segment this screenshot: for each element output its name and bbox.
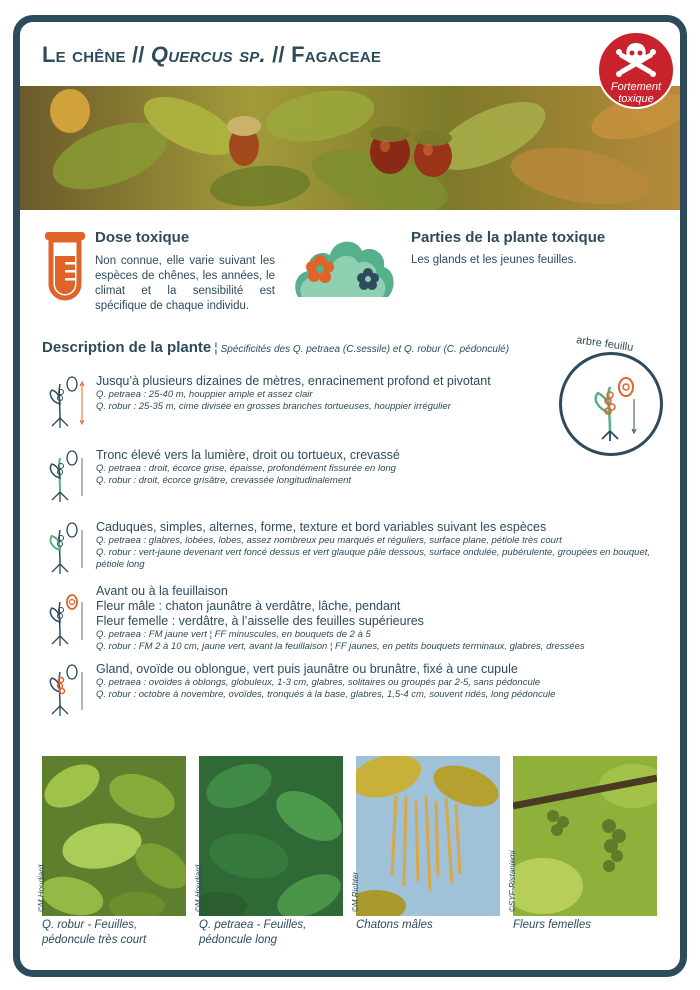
description-subtitle: Spécificités des Q. petraea (C.sessile) et Q. robur (C. pédonculé) [220, 344, 510, 355]
row-main-text: Gland, ovoïde ou oblongue, vert puis jaunâtre ou brunâtre, fixé à une cupule [96, 662, 518, 676]
title-latin: Quercus sp. [150, 42, 266, 67]
row-robur-text: Q. robur : FM 2 à 10 cm, jaune vert, avant la feuillaison ¦ FF jaunes, en petits bouquets terminaux, glabres, dressées [96, 641, 585, 652]
title-common: Le chêne [42, 42, 126, 67]
row-robur-text: Q. robur : octobre à novembre, ovoïdes, tronqués à la base, glabres, 1,5-4 cm, souvent ridés, long pédoncule [96, 689, 556, 700]
title-family: Fagaceae [291, 42, 382, 67]
description-row-fruit [42, 662, 672, 722]
description-separator: ¦ [214, 340, 218, 355]
photo-female-flowers [513, 756, 657, 916]
title-separator: // [265, 42, 292, 67]
row-petraea-text: Q. petraea : 25-40 m, houppier ample et assez clair [96, 389, 313, 400]
header [20, 22, 680, 86]
page-title [42, 42, 381, 68]
description-row-size [42, 374, 672, 434]
photo-caption: Q. petraea - Feuilles, pédoncule long [199, 919, 307, 946]
row-main-text: Avant ou à la feuillaison [96, 584, 228, 598]
photo-petraea-leaves [199, 756, 343, 916]
photo-caption: Chatons mâles [356, 919, 433, 931]
row-main-text-female: Fleur femelle : verdâtre, à l’aisselle des feuilles supérieures [96, 614, 424, 628]
title-separator: // [125, 42, 151, 67]
photo-credit: ©M Richter [351, 871, 360, 912]
photo-robur-leaves [42, 756, 186, 916]
badge-label: Fortement toxique [610, 81, 662, 105]
description-row-flowers [42, 584, 672, 660]
tree-type-label: arbre feuillu [575, 334, 635, 354]
plant-leaf-icon [42, 520, 88, 574]
row-petraea-text: Q. petraea : FM jaune vert ¦ FF minuscules, en bouquets de 2 à 5 [96, 629, 371, 640]
row-main-text: Tronc élevé vers la lumière, droit ou tortueux, crevassé [96, 448, 400, 462]
plant-trunk-icon [42, 448, 88, 502]
skull-crossbones-icon [613, 41, 659, 81]
plant-fruit-icon [42, 662, 88, 716]
plant-parts-icon [292, 227, 396, 303]
row-robur-text: Q. robur : 25-35 m, cime divisée en grosses branches tortueuses, houppier irrégulier [96, 401, 451, 412]
description-heading [42, 339, 509, 357]
plant-sheet [13, 15, 687, 977]
row-main-text: Jusqu’à plusieurs dizaines de mètres, enracinement profond et pivotant [96, 374, 491, 388]
toxic-parts-text: Les glands et les jeunes feuilles. [411, 254, 577, 266]
row-robur-text: Q. robur : vert-jaune devenant vert foncé dessus et vert glauque pâle dessous, surface ondulée, pubérulente, groupées en bouquet, pétiole long [96, 547, 651, 570]
photo-caption: Fleurs femelles [513, 919, 591, 931]
row-main-text: Caduques, simples, alternes, forme, texture et bord variables suivant les espèces [96, 520, 547, 534]
photo-credit: ©SYF-Ristaniemi [508, 850, 517, 912]
plant-height-icon [42, 374, 88, 428]
description-row-trunk [42, 448, 672, 508]
toxic-dose-text: Non connue, elle varie suivant les espèces de chênes, les années, le climat et la sensibilité est spécifique de chaque individu. [95, 255, 275, 312]
acorn-banner-image [20, 86, 680, 210]
row-petraea-text: Q. petraea : droit, écorce grise, épaisse, profondément fissurée en long [96, 463, 396, 474]
photo-credit: ©M Houdiard [37, 864, 46, 912]
plant-flower-icon [42, 592, 88, 646]
description-row-leaves [42, 520, 672, 580]
photo-male-catkins [356, 756, 500, 916]
row-petraea-text: Q. petraea : ovoïdes à oblongs, globuleux, 1-3 cm, glabres, solitaires ou groupés par 2-5, sans pédoncule [96, 677, 541, 688]
toxicity-badge [597, 31, 675, 109]
photo-caption: Q. robur - Feuilles, pédoncule très court [42, 919, 147, 946]
description-title: Description de la plante [42, 339, 212, 356]
row-robur-text: Q. robur : droit, écorce grisâtre, crevassée longitudinalement [96, 475, 352, 486]
row-main-text-male: Fleur mâle : chaton jaunâtre à verdâtre, lâche, pendant [96, 599, 401, 613]
photo-credit: ©M Houdiard [194, 864, 203, 912]
row-petraea-text: Q. petraea : glabres, lobées, lobes, assez nombreux peu marqués et réguliers, surface plane, pétiole très court [96, 535, 562, 546]
toxic-parts-title: Parties de la plante toxique [411, 229, 606, 246]
toxic-dose-title: Dose toxique [95, 229, 190, 246]
test-tube-icon [43, 230, 87, 302]
